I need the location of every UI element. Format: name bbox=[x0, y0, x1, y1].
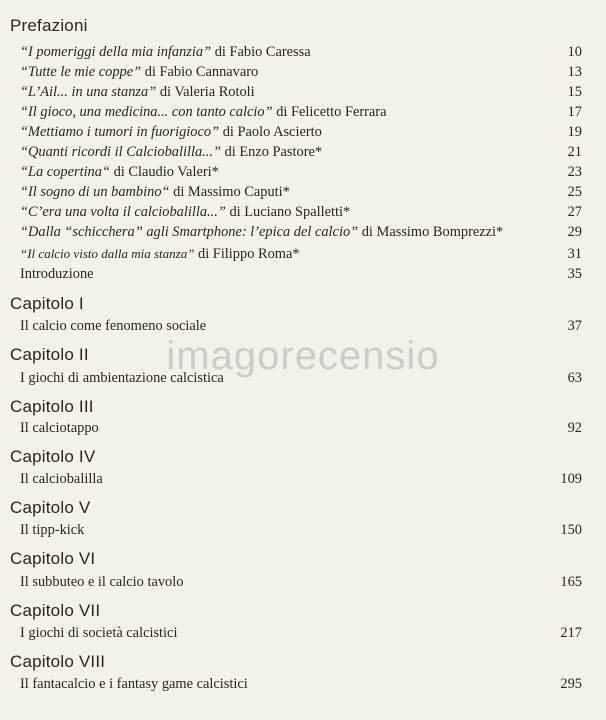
preface-quote: “La copertina“ bbox=[20, 164, 110, 180]
preface-author: di Massimo Caputi* bbox=[169, 184, 290, 200]
preface-entry bbox=[20, 183, 582, 201]
preface-entry bbox=[20, 223, 582, 241]
preface-entry bbox=[20, 103, 582, 121]
page-number: 13 bbox=[567, 64, 582, 80]
chapter-title: Il calcio come fenomeno sociale bbox=[20, 318, 207, 334]
page-number: 31 bbox=[567, 246, 582, 262]
page-number: 37 bbox=[567, 318, 582, 334]
chapter-entry bbox=[20, 574, 582, 591]
page-number: 63 bbox=[567, 370, 582, 386]
watermark: imagorecensio bbox=[166, 334, 440, 378]
page-number: 25 bbox=[567, 184, 582, 200]
preface-entry bbox=[20, 123, 582, 141]
preface-entry bbox=[20, 43, 582, 61]
chapter-entry bbox=[20, 625, 582, 642]
chapter-heading: Capitolo III bbox=[10, 397, 94, 416]
preface-entry bbox=[20, 143, 582, 161]
page-number: 15 bbox=[567, 84, 582, 100]
chapter-heading: Capitolo IV bbox=[10, 447, 96, 466]
page-number: 27 bbox=[567, 204, 582, 220]
preface-quote: “C’era una volta il calciobalilla...” bbox=[20, 204, 226, 220]
prefazioni-heading: Prefazioni bbox=[10, 16, 88, 35]
preface-author: di Massimo Bomprezzi* bbox=[358, 224, 504, 240]
preface-quote: “I pomeriggi della mia infanzia” bbox=[20, 44, 212, 60]
preface-entry bbox=[20, 63, 582, 81]
introduzione-entry bbox=[20, 265, 582, 283]
chapter-entry bbox=[20, 370, 582, 387]
chapter-title: Il calciotappo bbox=[20, 420, 99, 436]
chapter-heading: Capitolo I bbox=[10, 294, 84, 313]
page-number: 23 bbox=[567, 164, 582, 180]
preface-entry bbox=[20, 203, 582, 221]
chapter-heading: Capitolo VIII bbox=[10, 652, 106, 671]
chapter-entry bbox=[20, 471, 582, 488]
preface-author: di Paolo Ascierto bbox=[219, 124, 322, 140]
preface-quote: “L’Ail... in una stanza” bbox=[20, 84, 157, 100]
chapter-entry bbox=[20, 420, 582, 437]
chapter-heading: Capitolo VI bbox=[10, 549, 96, 568]
preface-author: di Luciano Spalletti* bbox=[225, 204, 351, 220]
preface-quote: “Dalla “schicchera” agli Smartphone: l’epica del calcio” bbox=[20, 224, 359, 240]
page-number: 35 bbox=[567, 266, 582, 282]
page-number: 17 bbox=[567, 104, 582, 120]
preface-author: di Felicetto Ferrara bbox=[272, 104, 387, 120]
chapter-title: Il tipp-kick bbox=[20, 522, 85, 538]
chapter-title: Il calciobalilla bbox=[20, 471, 103, 487]
preface-entry bbox=[20, 245, 582, 263]
preface-author: di Claudio Valeri* bbox=[109, 164, 219, 180]
introduzione-label: Introduzione bbox=[20, 266, 94, 282]
chapter-entry bbox=[20, 522, 582, 539]
chapter-title: Il fantacalcio e i fantasy game calcistici bbox=[20, 676, 248, 692]
page-number: 165 bbox=[560, 574, 582, 590]
chapter-heading: Capitolo V bbox=[10, 498, 91, 517]
preface-author: di Fabio Caressa bbox=[211, 44, 311, 60]
page-number: 29 bbox=[567, 224, 582, 240]
page-number: 10 bbox=[567, 44, 582, 60]
preface-quote: “Il gioco, una medicina... con tanto calcio” bbox=[20, 104, 273, 120]
chapter-title: I giochi di ambientazione calcistica bbox=[20, 370, 224, 386]
preface-quote: “Mettiamo i tumori in fuorigioco” bbox=[20, 124, 220, 140]
page-number: 217 bbox=[560, 625, 582, 641]
page-number: 21 bbox=[567, 144, 582, 160]
preface-author: di Enzo Pastore* bbox=[220, 144, 323, 160]
chapter-title: Il subbuteo e il calcio tavolo bbox=[20, 574, 184, 590]
preface-entry bbox=[20, 163, 582, 181]
page-number: 150 bbox=[560, 522, 582, 538]
preface-quote: “Tutte le mie coppe” bbox=[20, 64, 142, 80]
page-number: 92 bbox=[567, 420, 582, 436]
preface-quote: “Il sogno di un bambino“ bbox=[20, 184, 170, 200]
chapter-heading: Capitolo II bbox=[10, 345, 89, 364]
preface-entry bbox=[20, 83, 582, 101]
page-number: 109 bbox=[560, 471, 582, 487]
chapter-entry bbox=[20, 676, 582, 693]
preface-author: di Valeria Rotoli bbox=[156, 84, 255, 100]
page-number: 295 bbox=[560, 676, 582, 692]
chapter-title: I giochi di società calcistici bbox=[20, 625, 178, 641]
chapter-entry bbox=[20, 318, 582, 335]
preface-author: di Fabio Cannavaro bbox=[141, 64, 259, 80]
preface-author: di Filippo Roma* bbox=[194, 246, 300, 262]
chapter-heading: Capitolo VII bbox=[10, 601, 101, 620]
preface-quote: “Il calcio visto dalla mia stanza” bbox=[20, 246, 195, 261]
preface-quote: “Quanti ricordi il Calciobalilla...” bbox=[20, 144, 221, 160]
page-number: 19 bbox=[567, 124, 582, 140]
